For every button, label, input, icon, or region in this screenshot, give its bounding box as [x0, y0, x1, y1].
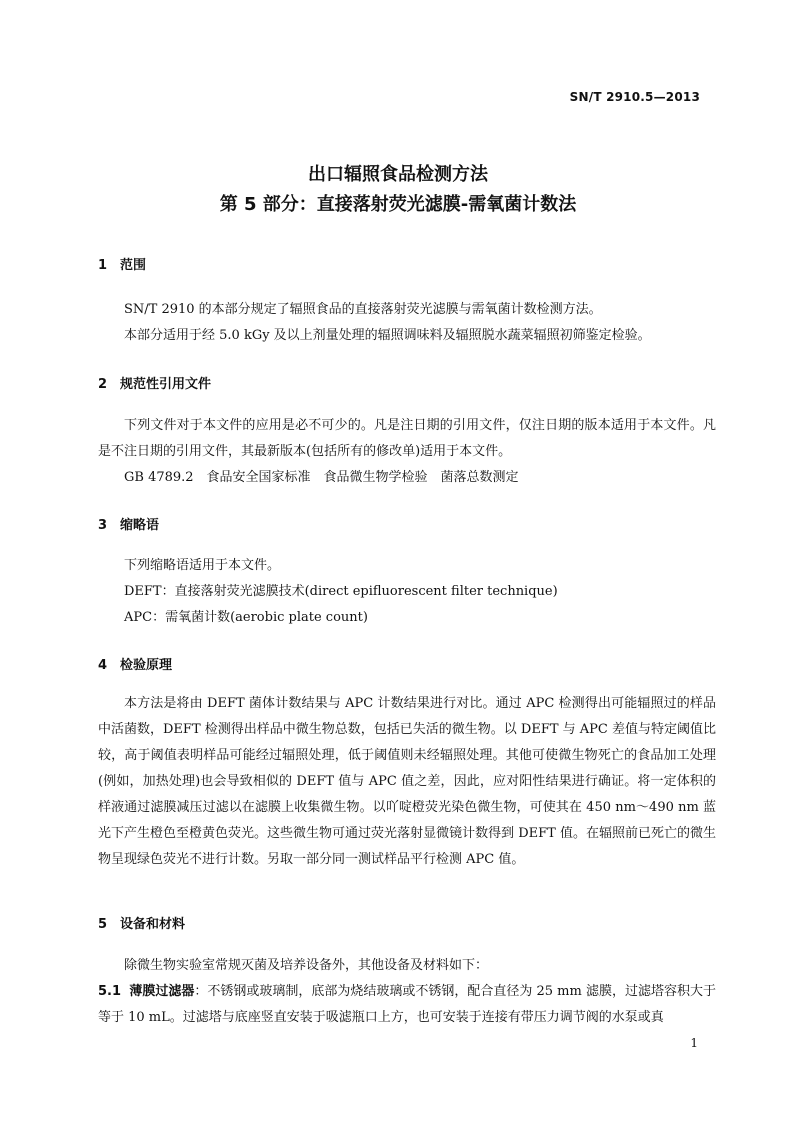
title-line-1: 出口辐照食品检测方法 — [308, 164, 488, 185]
page-number: 1 — [690, 1036, 698, 1050]
normative-reference: GB 4789.2 食品安全国家标准 食品微生物学检验 菌落总数测定 — [124, 470, 519, 485]
section-title: 规范性引用文件 — [120, 377, 212, 392]
section-1-paragraph-2: 本部分适用于经 5.0 kGy 及以上剂量处理的辐照调味料及辐照脱水蔬菜辐照初筛鉴定检验。 — [124, 328, 651, 343]
section-number: 2 — [98, 377, 108, 392]
section-2-heading — [98, 373, 211, 392]
standard-code: SN/T 2910.5—2013 — [569, 90, 700, 104]
clause-5-1 — [98, 979, 716, 1031]
section-2-paragraph-1: 下列文件对于本文件的应用是必不可少的。凡是注日期的引用文件，仅注日期的版本适用于本文件。凡是不注日期的引用文件，其最新版本(包括所有的修改单)适用于本文件。 — [98, 418, 716, 459]
section-3-paragraph-1: 下列缩略语适用于本文件。 — [124, 558, 281, 573]
abbreviation-apc: APC：需氧菌计数(aerobic plate count) — [124, 610, 368, 625]
clause-text: ：不锈钢或玻璃制，底部为烧结玻璃或不锈钢，配合直径为 25 mm 滤膜，过滤塔容积大于等于 10 mL。过滤塔与底座竖直安装于吸滤瓶口上方，也可安装于连接有带压力调节阀的水泵或真 — [98, 984, 716, 1025]
section-title: 设备和材料 — [120, 917, 186, 932]
section-5-heading — [98, 913, 185, 932]
section-number: 3 — [98, 518, 108, 533]
section-number: 5 — [98, 917, 108, 932]
section-1-heading — [98, 254, 146, 273]
title-line-2: 第 5 部分：直接落射荧光滤膜-需氧菌计数法 — [219, 194, 577, 215]
clause-number: 5.1 — [98, 984, 122, 999]
section-number: 1 — [98, 258, 108, 273]
section-4-heading — [98, 654, 172, 673]
document-title — [0, 160, 796, 220]
section-1-paragraph-1: SN/T 2910 的本部分规定了辐照食品的直接落射荧光滤膜与需氧菌计数检测方法。 — [124, 302, 602, 317]
section-5-paragraph-1: 除微生物实验室常规灭菌及培养设备外，其他设备及材料如下： — [124, 958, 489, 973]
section-title: 缩略语 — [120, 518, 160, 533]
section-4-paragraph-1: 本方法是将由 DEFT 菌体计数结果与 APC 计数结果进行对比。通过 APC 检测得出可能辐照过的样品中活菌数，DEFT 检测得出样品中微生物总数，包括已失活的微生物。以 DEFT 与 APC 差值与特定阈值比较，高于阈值表明样品可能经过辐照处理，低于阈值则未经辐照处理。其他可使微生物死亡的食品加工处理(例如，加热处理)也会导致相似的 DEFT 值与 APC 值之差，因此，应对阳性结果进行确证。将一定体积的样液通过滤膜减压过滤以在滤膜上收集微生物。以吖啶橙荧光染色微生物，可使其在 450 nm～490 nm 蓝光下产生橙色至橙黄色荧光。这些微生物可通过荧光落射显微镜计数得到 DEFT 值。在辐照前已死亡的微生物呈现绿色荧光不进行计数。另取一部分同一测试样品平行检测 APC 值。 — [98, 696, 716, 867]
section-number: 4 — [98, 658, 108, 673]
abbreviation-deft: DEFT：直接落射荧光滤膜技术(direct epifluorescent filter technique) — [124, 584, 558, 599]
section-title: 范围 — [120, 258, 147, 273]
section-title: 检验原理 — [120, 658, 173, 673]
section-3-heading — [98, 514, 159, 533]
clause-title: 薄膜过滤器 — [129, 984, 195, 999]
